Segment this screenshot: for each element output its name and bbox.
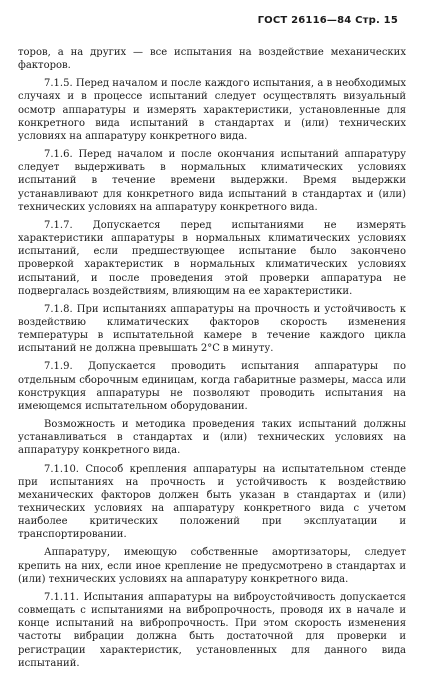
paragraph-7-1-11: 7.1.11. Испытания аппаратуры на виброустойчивость допускается совмещать с испытаниями на вибропрочность, проводя их в начале и конце испытаний на вибропрочность. При этом скорость изменения частоты вибрации должна быть достаточной для проверки и регистрации характеристик, установленных для данного вида испытаний. [18, 591, 406, 669]
paragraph-7-1-8: 7.1.8. При испытаниях аппаратуры на прочность и устойчивость к воздействию климатических факторов скорость изменения температуры в испытательной камере в течение каждого цикла испытаний не должна превышать 2°C в минуту. [18, 303, 406, 355]
paragraph-7-1-9: 7.1.9. Допускается проводить испытания аппаратуры по отдельным сборочным единицам, когда габаритные размеры, масса или конструкция аппаратуры не позволяют проводить испытания на имеющемся испытательном оборудовании. [18, 361, 406, 412]
document-body [18, 46, 406, 675]
paragraph-7-1-9-note: Возможность и методика проведения таких испытаний должны устанавливаться в стандартах и (или) технических условиях на аппаратуру конкретного вида. [18, 419, 406, 457]
paragraph-7-1-10-note: Аппаратуру, имеющую собственные амортизаторы, следует крепить на них, если иное крепление не предусмотрено в стандартах и (или) технических условиях на аппаратуру конкретного вида. [18, 547, 406, 585]
page-header: ГОСТ 26116—84 Стр. 15 [257, 15, 398, 26]
paragraph-continuation: торов, а на других — все испытания на воздействие механических факторов. [18, 47, 406, 72]
paragraph-7-1-7: 7.1.7. Допускается перед испытаниями не измерять характеристики аппаратуры в нормальных климатических условиях испытаний, если предшествующее испытание было закончено проверкой характеристик в нормальных климатических условиях испытаний, и после проведения этой проверки аппаратура не подвергалась воздействиям, влияющим на ее характеристики. [18, 219, 406, 297]
paragraph-7-1-10: 7.1.10. Способ крепления аппаратуры на испытательном стенде при испытаниях на прочность и устойчивость к воздействию механических факторов должен быть указан в стандартах и (или) технических условиях на аппаратуру конкретного вида с учетом наиболее критических положений при эксплуатации и транспортировании. [18, 463, 406, 541]
paragraph-7-1-5: 7.1.5. Перед началом и после каждого испытания, а в необходимых случаях и в процессе испытаний следует осуществлять визуальный осмотр аппаратуры и измерять характеристики, установленные для конкретного вида испытаний в стандартах и (или) технических условиях на аппаратуру конкретного вида. [18, 78, 406, 142]
paragraph-7-1-6: 7.1.6. Перед началом и после окончания испытаний аппаратуру следует выдерживать в нормальных климатических условиях испытаний в течение времени выдержки. Время выдержки устанавливают для конкретного вида испытаний в стандартах и (или) технических условиях на аппаратуру конкретного вида. [18, 149, 406, 213]
